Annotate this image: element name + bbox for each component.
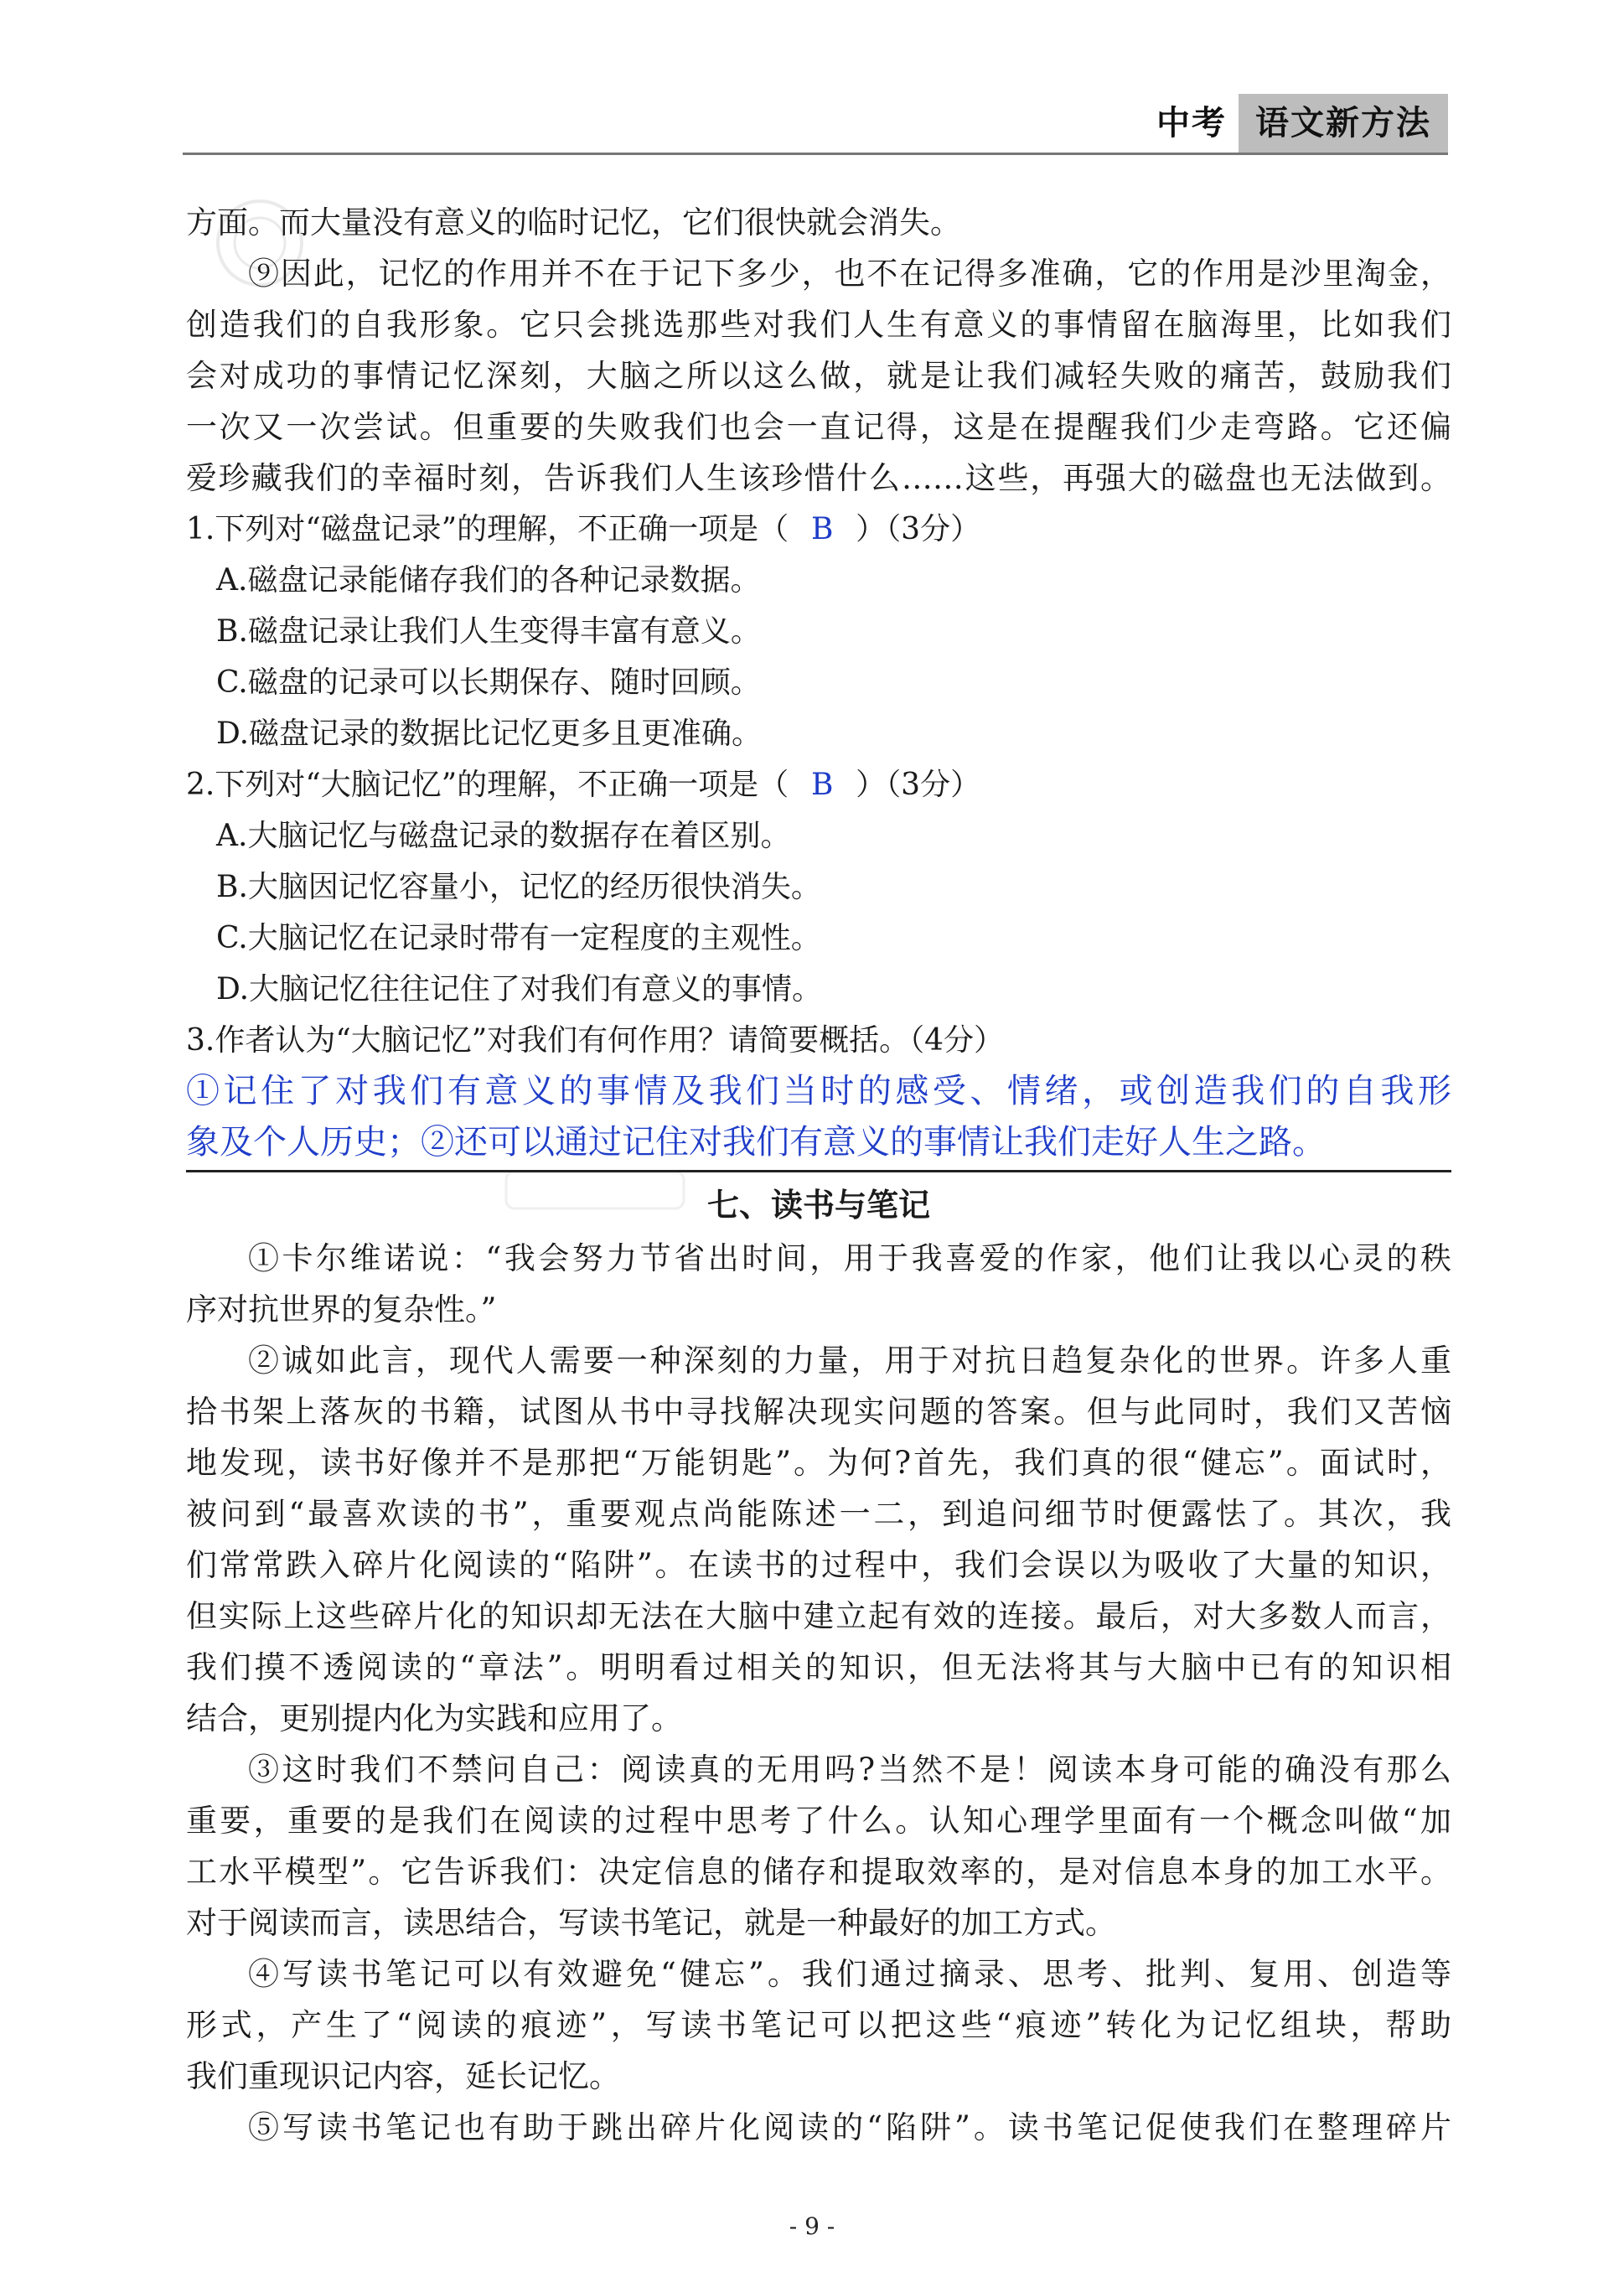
question-stem: 2.下列对“大脑记忆”的理解，不正确一项是（ B ）（3分） bbox=[186, 759, 1451, 810]
answer-line: ①记住了对我们有意义的事情及我们当时的感受、情绪，或创造我们的自我形 bbox=[186, 1072, 1451, 1110]
text-line: 对于阅读而言，读思结合，写读书笔记，就是一种最好的加工方式。 bbox=[186, 1905, 1116, 1941]
text-line: 地发现，读书好像并不是那把“万能钥匙”。为何?首先，我们真的很“健忘”。面试时， bbox=[186, 1445, 1451, 1481]
option-b: B.磁盘记录让我们人生变得丰富有意义。 bbox=[216, 614, 761, 649]
option-a: A.大脑记忆与磁盘记录的数据存在着区别。 bbox=[216, 819, 791, 853]
page-number: - 9 - bbox=[789, 2212, 835, 2240]
text-line: 结合，更别提内化为实践和应用了。 bbox=[186, 1700, 682, 1736]
page-content bbox=[186, 197, 1451, 2153]
text-line: 形式，产生了“阅读的痕迹”，写读书笔记可以把这些“痕迹”转化为记忆组块，帮助 bbox=[186, 2007, 1451, 2043]
text-line: 创造我们的自我形象。它只会挑选那些对我们人生有意义的事情留在脑海里，比如我们 bbox=[186, 307, 1451, 343]
answer-line: 象及个人历史；②还可以通过记住对我们有意义的事情让我们走好人生之路。 bbox=[186, 1123, 1326, 1162]
text-line: ②诚如此言，现代人需要一种深刻的力量，用于对抗日趋复杂化的世界。许多人重 bbox=[248, 1343, 1451, 1379]
text-line: 们常常跌入碎片化阅读的“陷阱”。在读书的过程中，我们会误以为吸收了大量的知识， bbox=[186, 1547, 1451, 1583]
text-line: ⑤写读书笔记也有助于跳出碎片化阅读的“陷阱”。读书笔记促使我们在整理碎片 bbox=[248, 2109, 1451, 2145]
option-c: C.磁盘的记录可以长期保存、随时回顾。 bbox=[216, 665, 761, 700]
question-2 bbox=[186, 759, 1451, 1015]
text-line: 会对成功的事情记忆深刻，大脑之所以这么做，就是让我们减轻失败的痛苦，鼓励我们 bbox=[186, 358, 1451, 394]
text-line: 序对抗世界的复杂性。” bbox=[186, 1291, 497, 1327]
answer-underline bbox=[186, 1170, 1451, 1172]
option-d: D.大脑记忆往往记住了对我们有意义的事情。 bbox=[216, 972, 823, 1006]
question-1 bbox=[186, 504, 1451, 759]
text-line: 但实际上这些碎片化的知识却无法在大脑中建立起有效的连接。最后，对大多数人而言， bbox=[186, 1598, 1451, 1634]
text-line: 我们摸不透阅读的“章法”。明明看过相关的知识，但无法将其与大脑中已有的知识相 bbox=[186, 1649, 1451, 1685]
text-line: 爱珍藏我们的幸福时刻，告诉我们人生该珍惜什么……这些，再强大的磁盘也无法做到。 bbox=[186, 460, 1451, 496]
text-line: ⑨因此，记忆的作用并不在于记下多少，也不在记得多准确，它的作用是沙里淘金， bbox=[248, 256, 1451, 292]
passage-continuation bbox=[186, 197, 1451, 504]
question-stem: 3.作者认为“大脑记忆”对我们有何作用？请简要概括。（4分） bbox=[186, 1023, 1005, 1058]
text-line: 一次又一次尝试。但重要的失败我们也会一直记得，这是在提醒我们少走弯路。它还偏 bbox=[186, 409, 1451, 445]
subject-label: 语文新方法 bbox=[1239, 94, 1448, 153]
option-d: D.磁盘记录的数据比记忆更多且更准确。 bbox=[216, 717, 763, 751]
text-line: 工水平模型”。它告诉我们：决定信息的储存和提取效率的，是对信息本身的加工水平。 bbox=[186, 1854, 1451, 1890]
handwritten-answer: B bbox=[810, 512, 834, 546]
text-line: ①卡尔维诺说：“我会努力节省出时间，用于我喜爱的作家，他们让我以心灵的秩 bbox=[248, 1240, 1451, 1276]
section-title: 七、读书与笔记 bbox=[706, 1187, 930, 1224]
option-b: B.大脑因记忆容量小，记忆的经历很快消失。 bbox=[216, 870, 821, 904]
page-header bbox=[0, 0, 1624, 159]
passage-reading-notes bbox=[186, 1233, 1451, 2153]
text-line: ③这时我们不禁问自己：阅读真的无用吗?当然不是！阅读本身可能的确没有那么 bbox=[248, 1752, 1451, 1788]
question-3 bbox=[186, 1015, 1451, 1172]
text-line: ④写读书笔记可以有效避免“健忘”。我们通过摘录、思考、批判、复用、创造等 bbox=[248, 1956, 1451, 1992]
text-line: 我们重现识记内容，延长记忆。 bbox=[186, 2058, 620, 2094]
exam-label: 中考 bbox=[1156, 103, 1227, 142]
question-stem: 1.下列对“磁盘记录”的理解，不正确一项是（ B ）（3分） bbox=[186, 504, 1451, 555]
text-line: 方面。而大量没有意义的临时记忆，它们很快就会消失。 bbox=[186, 204, 961, 241]
text-line: 被问到“最喜欢读的书”，重要观点尚能陈述一二，到追问细节时便露怯了。其次，我 bbox=[186, 1496, 1451, 1532]
option-c: C.大脑记忆在记录时带有一定程度的主观性。 bbox=[216, 921, 821, 955]
text-line: 重要，重要的是我们在阅读的过程中思考了什么。认知心理学里面有一个概念叫做“加 bbox=[186, 1803, 1451, 1839]
handwritten-answer: B bbox=[810, 768, 834, 802]
header-divider bbox=[183, 153, 1448, 155]
book-title-tag bbox=[1140, 94, 1448, 153]
option-a: A.磁盘记录能储存我们的各种记录数据。 bbox=[216, 563, 761, 598]
text-line: 拾书架上落灰的书籍，试图从书中寻找解决现实问题的答案。但与此同时，我们又苦恼 bbox=[186, 1394, 1451, 1430]
